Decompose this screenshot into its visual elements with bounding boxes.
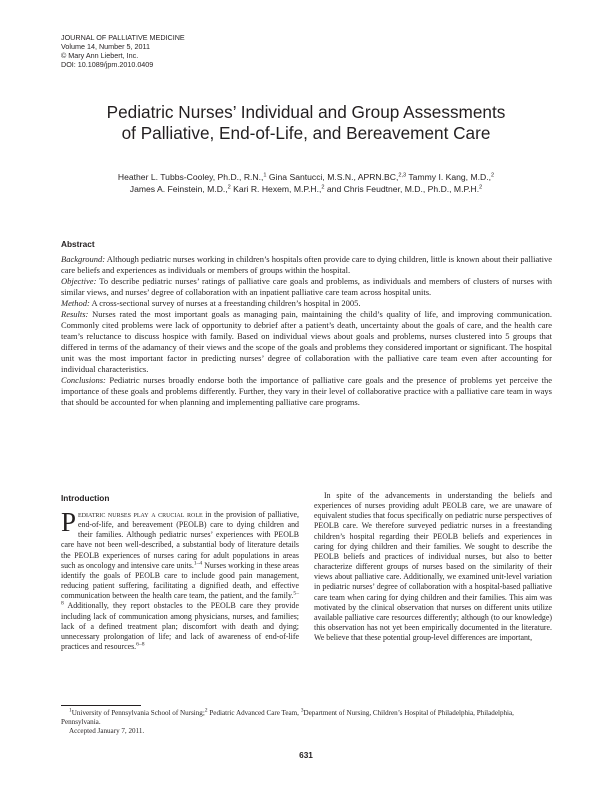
title-line-1: Pediatric Nurses’ Individual and Group Assessments [106,102,506,122]
affiliation-marker: 1 [263,172,267,179]
abstract-label: Conclusions: [61,375,106,385]
abstract-label: Background: [61,254,106,264]
journal-name: JOURNAL OF PALLIATIVE MEDICINE [61,33,185,42]
abstract-heading: Abstract [61,239,95,249]
abstract-label: Results: [61,309,89,319]
author-line-1 [40,171,572,183]
abstract-results [61,309,552,375]
affiliation-marker: 2 [204,707,208,714]
affiliation-marker: 2 [479,185,483,192]
author-name: and Chris Feudtner, M.D., Ph.D., M.P.H. [324,184,480,195]
page-number: 631 [299,750,313,760]
author-name: Heather L. Tubbs-Cooley, Ph.D., R.N., [117,172,264,182]
reference-marker: 5–8 [61,590,299,608]
body-column-right [314,491,552,643]
abstract-text: To describe pediatric nurses’ ratings of palliative care goals and problems, as individuals and members of clusters of nurses with similar views, and nurses’ degree of collaboration with an inpatient palliative care team across hospital units. [61,276,552,297]
lead-in-smallcaps: ediatric nurses play a crucial role [78,510,203,519]
abstract-label: Method: [61,298,90,308]
journal-volume: Volume 14, Number 5, 2011 [61,42,150,51]
author-list [40,171,572,196]
accepted-date: Accepted January 7, 2011. [69,727,145,735]
body-column-left [61,507,300,652]
intro-paragraph-1 [61,507,300,652]
reference-marker: 1–4 [193,560,203,567]
affiliation-marker: 1 [69,707,72,714]
abstract-body [61,254,552,408]
introduction-heading: Introduction [61,493,110,503]
abstract-text: Nurses rated the most important goals as managing pain, maintaining the child’s quality of life, and improving communication. Commonly cited problems were lack of opportunity to debrief after a patient’s death, uncertainty about the goals of care, and the health care team’s reluctance to discuss hospice with family. Based on individual views about goals and problems, nurses clustered into 5 groups that differed in terms of the adamancy of their views and the scope of the goals and problems they considered important or significant. The hospital unit was the most important factor in predicting nurses’ degree of collaboration with the palliative care team even after accounting for individual characteristics. [61,309,552,374]
abstract-text: A cross-sectional survey of nurses at a freestanding children’s hospital in 2005. [89,298,361,308]
title-line-2: of Palliative, End-of-Life, and Bereavement Care [121,123,491,143]
affiliation-text: University of Pennsylvania School of Nursing; [71,709,205,717]
journal-header [61,33,185,69]
author-name: Kari R. Hexem, M.P.H., [230,184,322,195]
affiliation-text: Department of Nursing, Children’s Hospital of Philadelphia, Philadelphia, Pennsylvania. [61,709,514,726]
affiliation-marker: 2 [321,185,325,192]
abstract-text: Pediatric nurses broadly endorse both the importance of palliative care goals and the presence of problems yet perceive the importance of these goals and problems differently. Further, they vary in their level of collaborative practice with a palliative care team in ways that should be accounted for when planning and implementing palliative care programs. [61,375,552,407]
reference-marker: 6–8 [136,641,145,648]
article-title [40,102,572,144]
paragraph-text: in the provision of palliative, end-of-life, and bereavement (PEOLB) care to dying children and their families. Although pediatric nurses’ experiences with PEOLB care have not been well-described, a substantial body of literature details the PEOLB experiences of nurses caring for adult populations in areas such as oncology and intensive care units. [61,510,300,570]
journal-doi: DOI: 10.1089/jpm.2010.0409 [61,60,154,69]
abstract-method [61,298,552,309]
affiliation-marker: 2 [491,172,495,179]
abstract-background [61,254,552,276]
affiliation-footnote [61,709,552,736]
abstract-objective [61,276,552,298]
affiliations [61,709,552,727]
affiliation-marker: 3 [300,707,304,714]
affiliation-marker: 2,3 [398,172,407,179]
author-name: Tammy I. Kang, M.D., [406,172,491,182]
paragraph-text: Additionally, they report obstacles to the PEOLB care they provide including lack of communication among physicians, nurses, and families; lack of a defined treatment plan; discomfort with death and dying; unnecessary prolongation of life; and lack of awareness of end-of-life practices and resources. [61,601,299,652]
intro-paragraph-2: In spite of the advancements in understanding the beliefs and experiences of nurses providing adult PEOLB care, we are unaware of equivalent studies that focus specifically on pediatric nurse perspectives of PEOLB care. We therefore surveyed pediatric nurses in a freestanding children’s hospital regarding their PEOLB beliefs and experiences in caring for dying children and their families. We sought to describe the PEOLB beliefs and practices of individual nurses, but also to better characterize different groups of nurses based on the similarity of their views about palliative care. Additionally, we examined unit-level variation in pediatric nurses’ degree of collaboration with a hospital-based palliative care team when caring for dying children and their families. This aim was motivated by the clinical observation that nurses on different units utilize available palliative care resources differently; although (to our knowledge) this observation has not yet been empirically documented in the literature. We believe that these potential group-level differences are important, [314,491,552,643]
paragraph-text: Nurses working in these areas identify the goals of PEOLB care to include good pain management, reducing patient suffering, facilitating a dignified death, and effective communication between the health care team, the patient, and the family. [61,560,299,601]
footnote-divider [61,705,141,706]
drop-cap: P [61,507,77,537]
author-name: Gina Santucci, M.S.N., APRN.BC, [266,172,399,182]
abstract-label: Objective: [61,276,97,286]
journal-copyright: © Mary Ann Liebert, Inc. [61,51,139,60]
author-name: James A. Feinstein, M.D., [129,184,228,195]
abstract-text: Although pediatric nurses working in children’s hospitals often provide care to dying children, little is known about their palliative care beliefs and experiences as individuals or members of groups within the hospital. [61,254,552,275]
affiliation-marker: 2 [227,185,231,192]
abstract-conclusions [61,375,552,408]
affiliation-text: Pediatric Advanced Care Team, [207,709,299,717]
author-line-2 [40,183,572,195]
